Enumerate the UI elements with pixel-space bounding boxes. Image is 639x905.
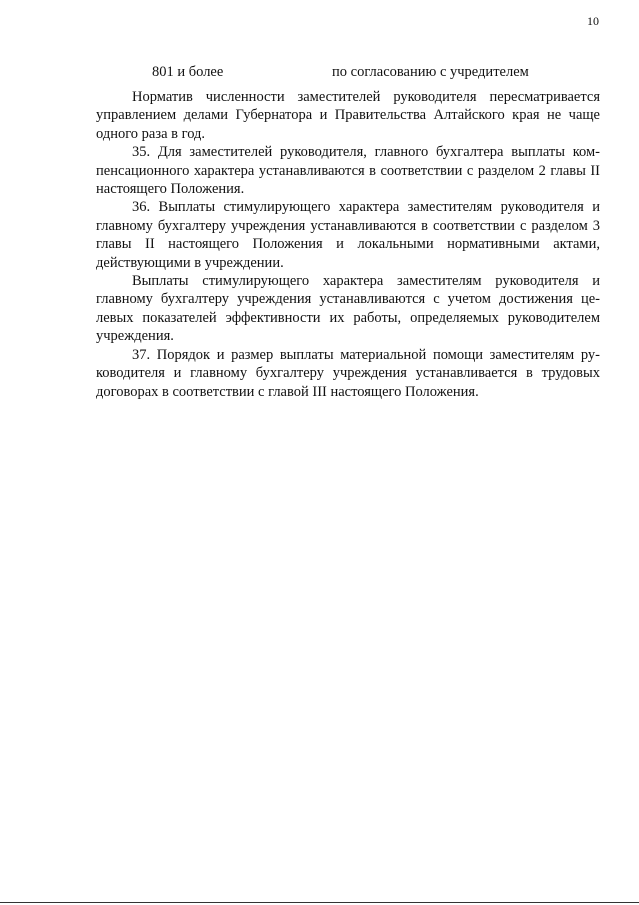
table-cell-range: 801 и более (152, 64, 224, 80)
document-body (96, 88, 600, 401)
paragraph-36-continued: Выплаты стимулирующего характера заместителям руководителя и главному бухгалтеру учреждения устанавливаются с учетом достижения целевых показателей эффективности их работы, определяемых руководителем учреждения. (96, 273, 600, 345)
paragraph-36: 36. Выплаты стимулирующего характера заместителям руководителя и главному бухгалтеру учреждения устанавливаются в соответствии с разделом 3 главы II настоящего Положения и локальными нормативными актами, действующими в учреждении. (96, 199, 600, 271)
table-row (0, 64, 639, 84)
paragraph-35: 35. Для заместителей руководителя, главного бухгалтера выплаты компенсационного характера устанавливаются в соответствии с разделом 2 главы II настоящего Положения. (96, 144, 600, 198)
page-number: 10 (587, 14, 599, 28)
table-cell-norm: по согласованию с учредителем (332, 64, 529, 80)
paragraph-37: 37. Порядок и размер выплаты материальной помощи заместителям руководителя и главному бухгалтеру учреждения устанавливается в трудовых договорах в соответствии с главой III настоящего Положения. (96, 346, 600, 400)
bottom-rule (0, 902, 639, 903)
paragraph-norm-review: Норматив численности заместителей руководителя пересматривается управлением делами Губернатора и Правительства Алтайского края не чаще одного раза в год. (96, 89, 600, 142)
